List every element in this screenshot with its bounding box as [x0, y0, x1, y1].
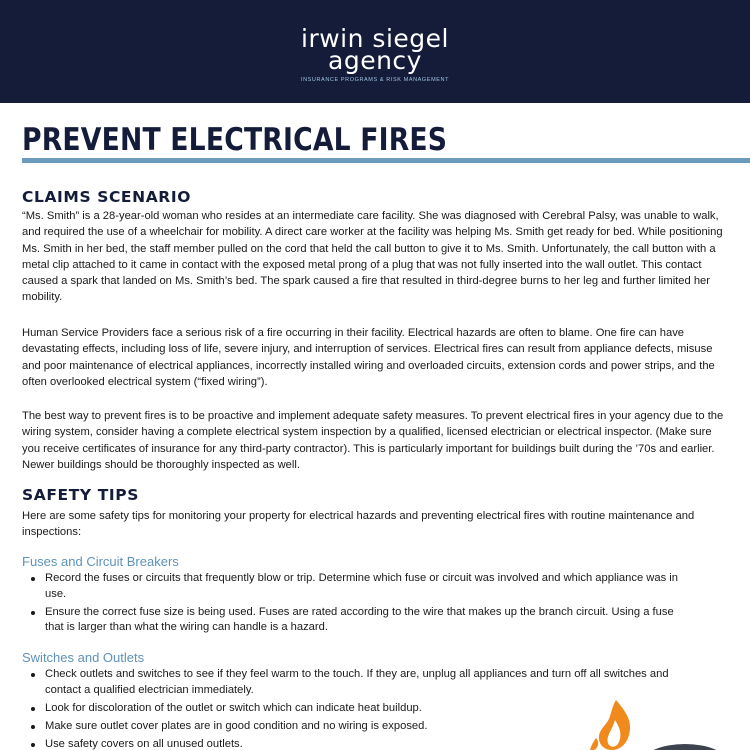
list-item: Check outlets and switches to see if they feel warm to the touch. If they are, unplug all appliances and turn off all switches and contact a qualified electrician immediately. [22, 667, 682, 698]
title-underline [22, 158, 750, 163]
claims-heading: CLAIMS SCENARIO [22, 188, 191, 206]
list-item: Record the fuses or circuits that frequently blow or trip. Determine which fuse or circuit was involved and which appliance was in use. [22, 571, 682, 602]
list-item: Ensure the correct fuse size is being used. Fuses are rated according to the wire that makes up the branch circuit. Using a fuse that is larger than what the wiring can handle is a hazard. [22, 605, 682, 636]
claims-paragraph-1: “Ms. Smith” is a 28-year-old woman who resides at an intermediate care facility. She was diagnosed with Cerebral Palsy, was unable to walk, and required the use of a wheelchair for mobility. A direct care worker at the facility was helping Ms. Smith get ready for bed. While positioning Ms. Smith in her bed, the staff member pulled on the cord that held the call button to give it to Ms. Smith. Unfortunately, the call button with a metal clip attached to it came in contact with the exposed metal prong of a plug that was not fully inserted into the wall outlet. This contact caused a spark that landed on Ms. Smith’s bed. The spark caused a fire that resulted in third-degree burns to her leg and further limited her mobility. [22, 210, 723, 304]
circle-emblem-icon [640, 734, 730, 750]
header-banner [0, 0, 750, 103]
safety-heading: SAFETY TIPS [22, 486, 139, 504]
logo-text-line2: agency [328, 46, 422, 75]
claims-paragraph-3: The best way to prevent fires is to be proactive and implement adequate safety measures. To prevent electrical fires in your agency due to the wiring system, consider having a complete electrical system inspection by a qualified, licensed electrician or electrical inspector. (Make sure you receive certificates of insurance for any third-party contractor). This is particularly important for buildings built during the ’70s and earlier. Newer buildings should be thoroughly inspected as well. [22, 410, 724, 471]
logo-tagline: INSURANCE PROGRAMS & RISK MANAGEMENT [300, 77, 450, 83]
fuses-list [22, 571, 682, 638]
page-title: PREVENT ELECTRICAL FIRES [22, 122, 448, 158]
list-item: Make sure outlet cover plates are in good condition and no wiring is exposed. [22, 719, 682, 735]
list-item: Use safety covers on all unused outlets. [22, 737, 682, 750]
logo-text-line1: irwin siegel [301, 24, 449, 53]
section-title-fuses: Fuses and Circuit Breakers [22, 554, 179, 569]
section-title-switches: Switches and Outlets [22, 650, 145, 665]
claims-paragraph-2: Human Service Providers face a serious risk of a fire occurring in their facility. Electrical hazards are often to blame. One fire can have devastating effects, including loss of life, severe injury, and interruption of services. Electrical fires can result from appliance defects, misuse and poor maintenance of electrical appliances, incorrectly installed wiring and overloaded circuits, extension cords and power strips, and the often overlooked electrical system (“fixed wiring”). [22, 327, 715, 388]
list-item: Look for discoloration of the outlet or switch which can indicate heat buildup. [22, 701, 682, 717]
safety-intro: Here are some safety tips for monitoring your property for electrical hazards and preventing electrical fires with routine maintenance and inspections: [22, 510, 695, 539]
